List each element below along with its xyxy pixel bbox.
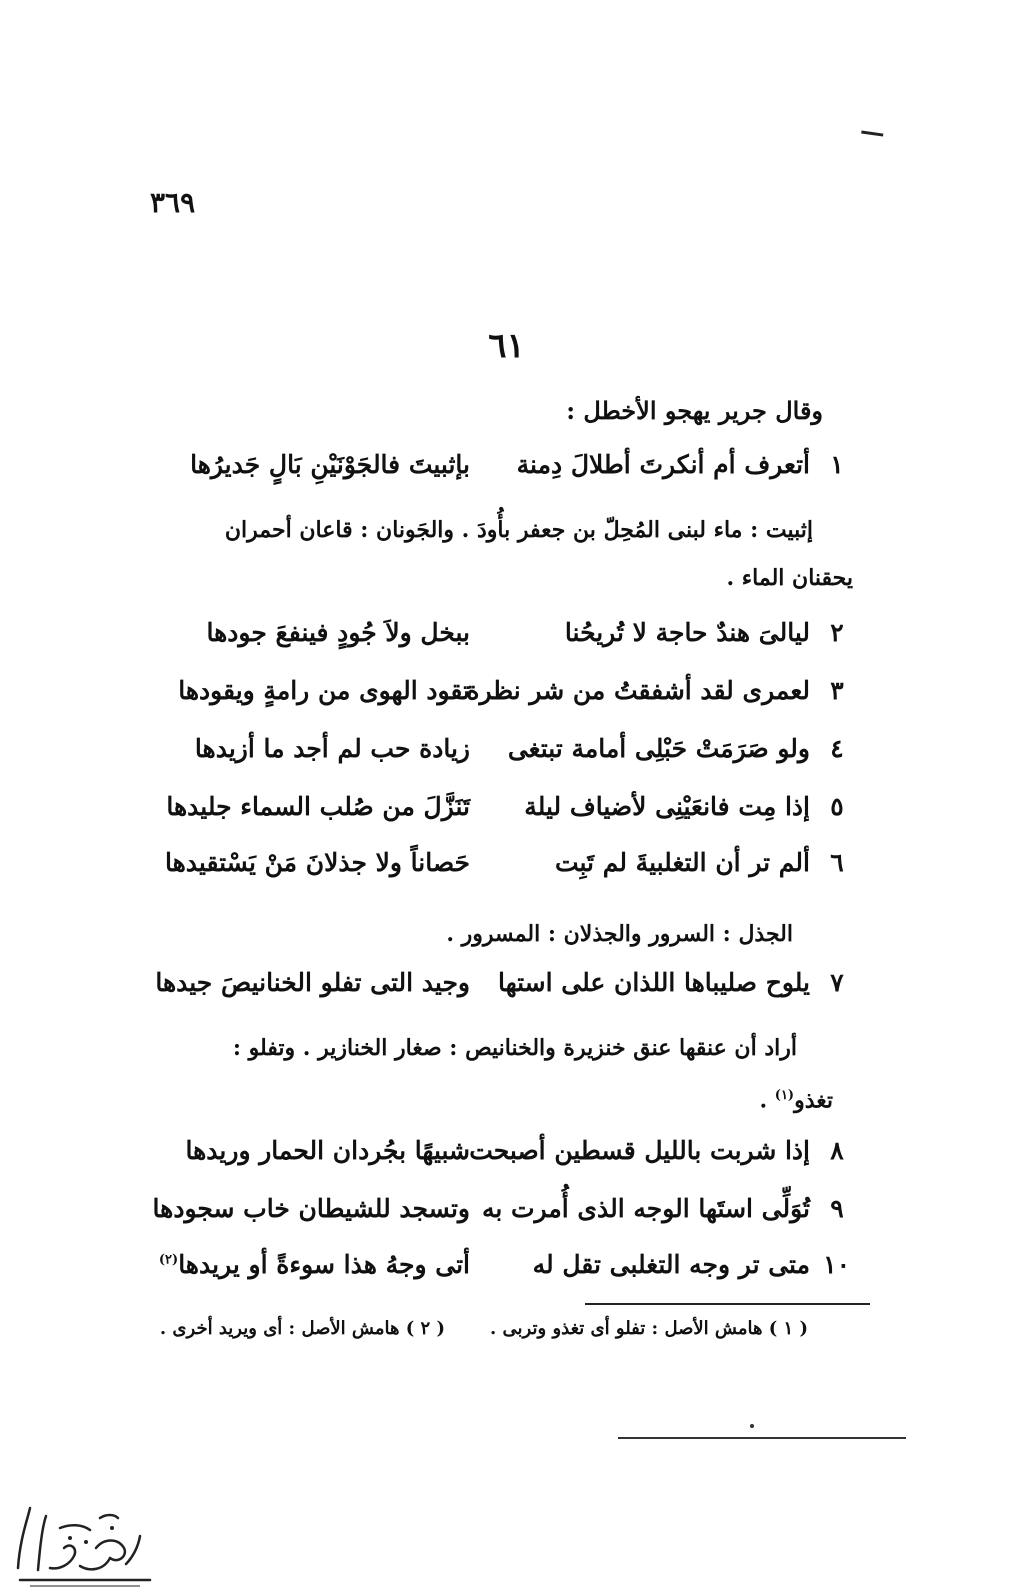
verse-9 — [152, 1194, 850, 1238]
verse-number: ٤ — [830, 734, 844, 763]
hemistich-text: أتى وجهُ هذا سوءةً أو يريدها — [178, 1250, 470, 1279]
footnote-rule — [585, 1303, 870, 1305]
poem-intro: وقال جرير يهجو الأخطل : — [566, 396, 823, 425]
verse-number: ٥ — [830, 792, 844, 821]
note-line: إثبيت : ماء لبنى المُحِلّ بن جعفر بأُودَ . والجَونان : قاعان أحمران — [224, 517, 813, 543]
verse-number: ٧ — [830, 968, 844, 997]
verse-first-hemistich: ألم تر أن التغلبيةَ لم تَبِت — [554, 848, 810, 877]
verse-second-hemistich: وجيد التى تفلو الخنانيصَ جيدها — [155, 968, 470, 997]
verse-3 — [170, 676, 850, 720]
verse-2 — [170, 618, 850, 662]
verse-6 — [164, 848, 850, 892]
verse-first-hemistich: إذا شربت بالليل قسطين أصبحت — [469, 1136, 810, 1165]
note-ithbit — [173, 506, 853, 602]
verse-5 — [166, 792, 850, 836]
corner-mark — [861, 131, 884, 141]
page-number: ٣٦٩ — [150, 186, 196, 219]
note-line — [163, 1072, 833, 1124]
verse-10 — [158, 1250, 850, 1294]
verse-first-hemistich: لعمرى لقد أشفقتُ من شر نظرة — [466, 676, 810, 705]
verse-4 — [170, 734, 850, 778]
verse-number: ١٠ — [823, 1250, 850, 1279]
verse-first-hemistich: متى تر وجه التغلبى تقل له — [532, 1250, 810, 1279]
footnote-2: ( ٢ ) هامش الأصل : أى ويريد أخرى . — [159, 1318, 445, 1339]
note-line: الجذل : السرور والجذلان : المسرور . — [446, 921, 793, 947]
verse-first-hemistich: أتعرف أم أنكرتَ أطلالَ دِمنة — [516, 450, 810, 479]
verse-number: ٨ — [830, 1136, 844, 1165]
verse-number: ٩ — [830, 1194, 844, 1223]
footnote-ref-1: (١) — [774, 1088, 795, 1103]
verse-first-hemistich: ولو صَرَمَتْ حَبْلِى أمامة تبتغى — [507, 734, 810, 763]
verse-first-hemistich: ليالىَ هندٌ حاجة لا تُريحُنا — [564, 618, 810, 647]
library-stamp-logo — [0, 1478, 160, 1590]
verse-number: ٦ — [830, 848, 844, 877]
note-word: تغذو — [794, 1087, 833, 1114]
poem-number: ٦١ — [488, 326, 525, 366]
ink-dot — [750, 1424, 754, 1428]
verse-first-hemistich: إذا مِت فانعَيْنِى لأضياف ليلة — [524, 792, 810, 821]
verse-second-hemistich: حَصاناً ولا جذلانَ مَنْ يَسْتقيدها — [164, 848, 470, 877]
footnote-ref-2: (٢) — [158, 1252, 179, 1268]
verse-second-hemistich: تقود الهوى من رامةٍ ويقودها — [178, 676, 470, 705]
verse-first-hemistich: تُوَلِّى استَها الوجه الذى أُمرت به — [481, 1194, 810, 1223]
verse-1 — [170, 450, 850, 494]
verse-second-hemistich: بإثبيتَ فالجَوْنَيْنِ بَالٍ جَديرُها — [190, 450, 470, 479]
verse-second-hemistich: زيادة حب لم أجد ما أزيدها — [194, 734, 470, 763]
verse-first-hemistich: يلوح صليباها اللذان على استها — [498, 968, 810, 997]
verse-second-hemistich: ببخل ولاَ جُودٍ فينفعَ جودها — [206, 618, 470, 647]
note-khananis — [163, 1024, 833, 1124]
verse-8 — [170, 1136, 850, 1180]
verse-second-hemistich: تَنَزَّلَ من صُلب السماء جليدها — [166, 792, 470, 821]
verse-7 — [155, 968, 850, 1012]
calligraphy-stamp-icon — [0, 1478, 160, 1590]
note-line: أراد أن عنقها عنق خنزيرة والخنانيص : صغار الخنازير . وتفلو : — [232, 1035, 797, 1061]
bottom-rule — [618, 1437, 906, 1439]
verse-second-hemistich: وتسجد للشيطان خاب سجودها — [152, 1194, 470, 1223]
note-line: يحقنان الماء . — [726, 565, 853, 591]
note-jadhal — [446, 910, 793, 958]
verse-second-hemistich — [158, 1250, 470, 1279]
verse-number: ١ — [830, 450, 844, 479]
footnote-1: ( ١ ) هامش الأصل : تفلو أى تغذو وتربى . — [490, 1318, 808, 1339]
verse-number: ٣ — [830, 676, 844, 705]
note-end: . — [759, 1087, 775, 1114]
verse-second-hemistich: شبيهًا بجُردان الحمار وريدها — [185, 1136, 470, 1165]
verse-number: ٢ — [830, 618, 844, 647]
